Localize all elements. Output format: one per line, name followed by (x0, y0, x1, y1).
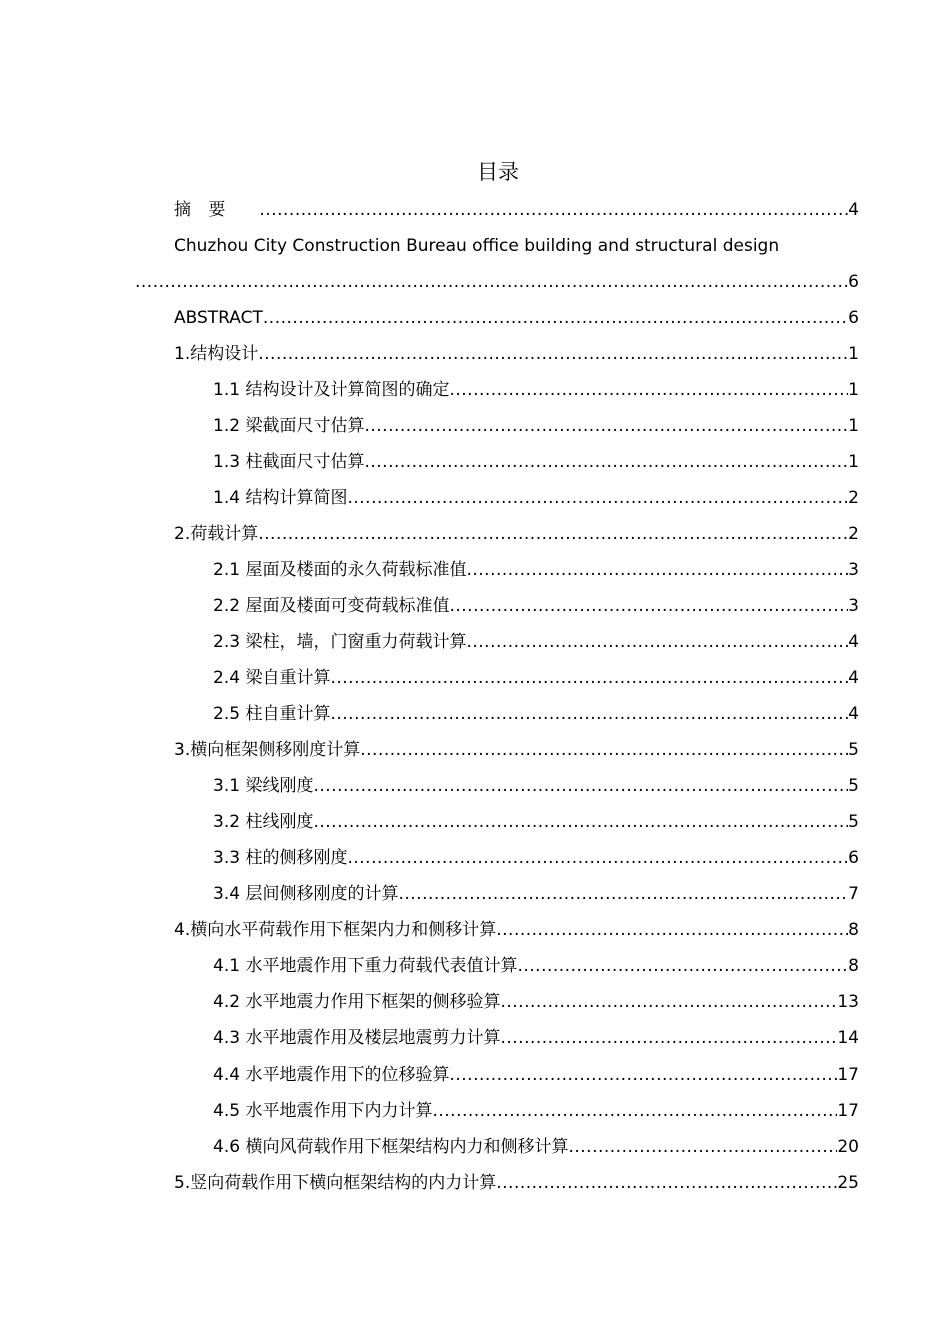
toc-entry-1-3[interactable] (213, 444, 859, 480)
toc-entry-label: 2.荷载计算 (174, 524, 259, 544)
toc-leader-dots (432, 1100, 837, 1122)
toc-entry-label: 4.5 水平地震作用下内力计算 (213, 1101, 433, 1121)
toc-entry-label: 3.4 层间侧移刚度的计算 (213, 884, 399, 904)
toc-entry-3-3[interactable] (213, 840, 859, 876)
toc-leader-dots (330, 703, 848, 725)
toc-entry-1-1[interactable] (213, 372, 859, 408)
toc-entry-page: 2 (848, 524, 859, 544)
toc-entry-2-4[interactable] (213, 660, 859, 696)
toc-entry-label: 4.6 横向风荷载作用下框架结构内力和侧移计算 (213, 1137, 569, 1157)
toc-leader-dots (364, 451, 848, 473)
toc-entry-page: 1 (848, 380, 859, 400)
toc-leader-dots (517, 955, 848, 977)
toc-leader-dots (449, 595, 848, 617)
toc-entry-page: 4 (848, 668, 859, 688)
toc-leader-dots (313, 775, 848, 797)
toc-entry-label: 5.竖向荷载作用下横向框架结构的内力计算 (174, 1173, 497, 1193)
toc-entry-4-2[interactable] (213, 984, 859, 1020)
toc-entry-2-5[interactable] (213, 696, 859, 732)
toc-entry-page: 4 (848, 632, 859, 652)
toc-entry-label: 4.4 水平地震作用下的位移验算 (213, 1065, 450, 1085)
toc-entry-label: 4.横向水平荷载作用下框架内力和侧移计算 (174, 920, 497, 940)
toc-leader-dots (500, 1027, 837, 1049)
toc-leader-dots (466, 559, 848, 581)
toc-entry-3-1[interactable] (213, 768, 859, 804)
toc-entry-4-3[interactable] (213, 1020, 859, 1056)
toc-entry-page: 4 (848, 200, 859, 220)
toc-entry-page: 8 (848, 956, 859, 976)
toc-entry-4-1[interactable] (213, 948, 859, 984)
toc-leader-dots (398, 883, 848, 905)
toc-entry-3-4[interactable] (213, 876, 859, 912)
toc-leader-dots (466, 631, 848, 653)
toc-entry-label: 1.3 柱截面尺寸估算 (213, 452, 365, 472)
toc-entry-page: 4 (848, 704, 859, 724)
toc-entry-label: 1.1 结构设计及计算简图的确定 (213, 380, 450, 400)
toc-entry-page: 3 (848, 596, 859, 616)
toc-entry-label: ABSTRACT (174, 308, 263, 328)
toc-entry-page: 7 (848, 884, 859, 904)
toc-entry-page: 3 (848, 560, 859, 580)
toc-leader-dots (496, 1172, 837, 1194)
toc-entry-1-2[interactable] (213, 408, 859, 444)
toc-entry-4-4[interactable] (213, 1057, 859, 1093)
toc-entry-3-2[interactable] (213, 804, 859, 840)
toc-entry-label: 3.2 柱线刚度 (213, 812, 314, 832)
toc-entry-label: 4.1 水平地震作用下重力荷载代表值计算 (213, 956, 518, 976)
toc-leader-dots (449, 379, 848, 401)
toc-entry-english-title-leader[interactable] (135, 264, 859, 300)
toc-entry-page: 5 (848, 740, 859, 760)
toc-entry-label: 1.4 结构计算简图 (213, 488, 348, 508)
toc-entry-page: 5 (848, 812, 859, 832)
toc-leader-dots (500, 991, 837, 1013)
toc-entry-1-4[interactable] (213, 480, 859, 516)
toc-leader-dots (330, 667, 848, 689)
toc-leader-dots (135, 272, 848, 292)
toc-entry-label: Chuzhou City Construction Bureau office building and structural design (174, 236, 780, 256)
toc-entry-label: 4.2 水平地震力作用下框架的侧移验算 (213, 992, 501, 1012)
toc-entry-2[interactable] (174, 516, 859, 552)
toc-leader-dots (259, 199, 848, 221)
toc-entry-page: 25 (837, 1173, 859, 1193)
toc-entry-1[interactable] (174, 336, 859, 372)
toc-entry-label: 3.1 梁线刚度 (213, 776, 314, 796)
toc-entry-4[interactable] (174, 912, 859, 948)
toc-entry-page: 1 (848, 344, 859, 364)
toc-entry-2-3[interactable] (213, 624, 859, 660)
toc-entry-page: 8 (848, 920, 859, 940)
toc-entry-2-1[interactable] (213, 552, 859, 588)
toc-leader-dots (568, 1136, 837, 1158)
toc-leader-dots (449, 1064, 837, 1086)
toc-entry-label: 3.3 柱的侧移刚度 (213, 848, 348, 868)
toc-entry-label: 摘 要 (174, 200, 232, 220)
toc-title: 目录 (477, 160, 519, 184)
toc-leader-dots (364, 415, 848, 437)
toc-leader-dots (313, 811, 848, 833)
toc-entry-english-title[interactable] (174, 228, 859, 264)
toc-entry-label: 2.5 柱自重计算 (213, 704, 331, 724)
toc-entry-page: 1 (848, 452, 859, 472)
toc-leader-dots (347, 487, 848, 509)
toc-entry-label: 4.3 水平地震作用及楼层地震剪力计算 (213, 1028, 501, 1048)
toc-entry-label: 2.2 屋面及楼面可变荷载标准值 (213, 596, 450, 616)
toc-entry-page: 20 (837, 1137, 859, 1157)
toc-entry-abstract-cn[interactable] (174, 192, 859, 228)
toc-leader-dots (263, 307, 848, 329)
toc-entry-4-6[interactable] (213, 1129, 859, 1165)
toc-entry-label: 1.结构设计 (174, 344, 259, 364)
toc-leader-dots (496, 919, 848, 941)
toc-entry-page: 2 (848, 488, 859, 508)
toc-entry-page: 6 (848, 848, 859, 868)
toc-leader-dots (258, 343, 848, 365)
toc-entry-page: 1 (848, 416, 859, 436)
toc-entry-3[interactable] (174, 732, 859, 768)
toc-entry-label: 2.1 屋面及楼面的永久荷载标准值 (213, 560, 467, 580)
toc-entry-page: 5 (848, 776, 859, 796)
toc-entry-page: 14 (837, 1028, 859, 1048)
toc-leader-dots (360, 739, 848, 761)
toc-entry-page: 17 (837, 1065, 859, 1085)
toc-entry-page: 6 (848, 272, 859, 292)
toc-entry-label: 2.3 梁柱，墙，门窗重力荷载计算 (213, 632, 467, 652)
toc-entry-4-5[interactable] (213, 1093, 859, 1129)
toc-entry-5[interactable] (174, 1165, 859, 1201)
toc-entry-page: 13 (837, 992, 859, 1012)
toc-entry-page: 17 (837, 1101, 859, 1121)
toc-entry-label: 3.横向框架侧移刚度计算 (174, 740, 361, 760)
toc-leader-dots (258, 523, 848, 545)
toc-entry-abstract-en[interactable] (174, 300, 859, 336)
toc-entry-label: 2.4 梁自重计算 (213, 668, 331, 688)
toc-entry-label: 1.2 梁截面尺寸估算 (213, 416, 365, 436)
toc-entry-page: 6 (848, 308, 859, 328)
toc-leader-dots (347, 847, 848, 869)
toc-entry-2-2[interactable] (213, 588, 859, 624)
